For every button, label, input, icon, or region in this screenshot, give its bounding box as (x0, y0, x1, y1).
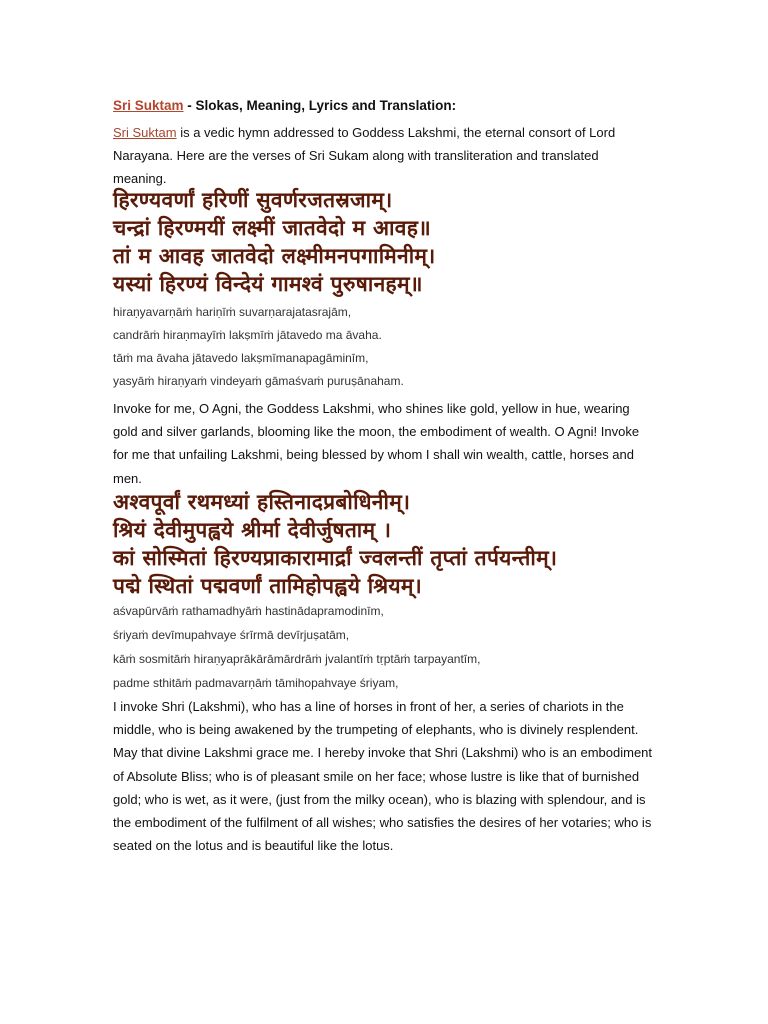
page-title (113, 98, 456, 113)
verse1-sanskrit-line: हिरण्यवर्णां हरिणीं सुवर्णरजतस्रजाम्। (113, 187, 393, 212)
verse2-sanskrit-line: कां सोस्मितां हिरण्यप्राकारामार्द्रां ज्वलन्तीं तृप्तां तर्पयन्तीम्। (113, 545, 558, 570)
verse1-transliteration-line: hiraṇyavarṇāṁ hariṇīṁ suvarṇarajatasrajām, (113, 305, 352, 319)
verse2-sanskrit-line: पद्मे स्थितां पद्मवर्णां तामिहोपह्वये श्रियम्। (113, 573, 422, 598)
verse2-transliteration-line: śriyaṁ devīmupahvaye śrīrmā devīrjuṣatām, (113, 628, 350, 642)
intro-paragraph (113, 121, 653, 191)
verse1-sanskrit-line: चन्द्रां हिरण्मयीं लक्ष्मीं जातवेदो म आवह॥ (113, 215, 432, 240)
verse1-transliteration-line: candrāṁ hiraṇmayīṁ lakṣmīṁ jātavedo ma āvaha. (113, 328, 382, 342)
intro-link-sri-suktam[interactable]: Sri Suktam (113, 125, 177, 140)
verse2-sanskrit-line: श्रियं देवीमुपह्वये श्रीर्मा देवीर्जुषताम् । (113, 517, 392, 542)
verse1-sanskrit-line: यस्यां हिरण्यं विन्देयं गामश्वं पुरुषानहम्॥ (113, 271, 423, 296)
title-link-sri-suktam[interactable]: Sri Suktam (113, 98, 184, 113)
verse1-transliteration-line: tāṁ ma āvaha jātavedo lakṣmīmanapagāminīm, (113, 351, 369, 365)
verse1-meaning: Invoke for me, O Agni, the Goddess Lakshmi, who shines like gold, yellow in hue, wearing gold and silver garlands, blooming like the moon, the embodiment of wealth. O Agni! Invoke for me that unfailing Lakshmi, being blessed by whom I shall win wealth, cattle, horses and men. (113, 401, 640, 486)
verse1-sanskrit-line: तां म आवह जातवेदो लक्ष्मीमनपगामिनीम्। (113, 243, 436, 268)
verse2-sanskrit-line: अश्वपूर्वां रथमध्यां हस्तिनादप्रबोधिनीम्। (113, 489, 411, 514)
intro-text: is a vedic hymn addressed to Goddess Lakshmi, the eternal consort of Lord Narayana. Here are the verses of Sri Sukam along with transliteration and translated meaning. (113, 125, 616, 187)
verse2-transliteration-line: aśvapūrvāṁ rathamadhyāṁ hastinādapramodinīm, (113, 604, 384, 618)
verse2-transliteration-line: kāṁ sosmitāṁ hiraṇyaprākārāmārdrāṁ jvalantīṁ tṛptāṁ tarpayantīm, (113, 652, 481, 666)
verse2-transliteration-line: padme sthitāṁ padmavarṇāṁ tāmihopahvaye śriyam, (113, 676, 399, 690)
verse2-meaning: I invoke Shri (Lakshmi), who has a line of horses in front of her, a series of chariots in the middle, who is being awakened by the trumpeting of elephants, who is divinely resplendent. May that divine Lakshmi grace me. I hereby invoke that Shri (Lakshmi) who is an embodiment of Absolute Bliss; who is of pleasant smile on her face; whose lustre is like that of burnished gold; who is wet, as it were, (just from the milky ocean), who is blazing with splendour, and is the embodiment of the fulfilment of all wishes; who satisfies the desires of her votaries; who is seated on the lotus and is beautiful like the lotus. (113, 699, 653, 854)
verse1-transliteration-line: yasyāṁ hiraṇyaṁ vindeyaṁ gāmaśvaṁ puruṣānaham. (113, 374, 404, 388)
title-text: - Slokas, Meaning, Lyrics and Translation: (183, 98, 457, 113)
